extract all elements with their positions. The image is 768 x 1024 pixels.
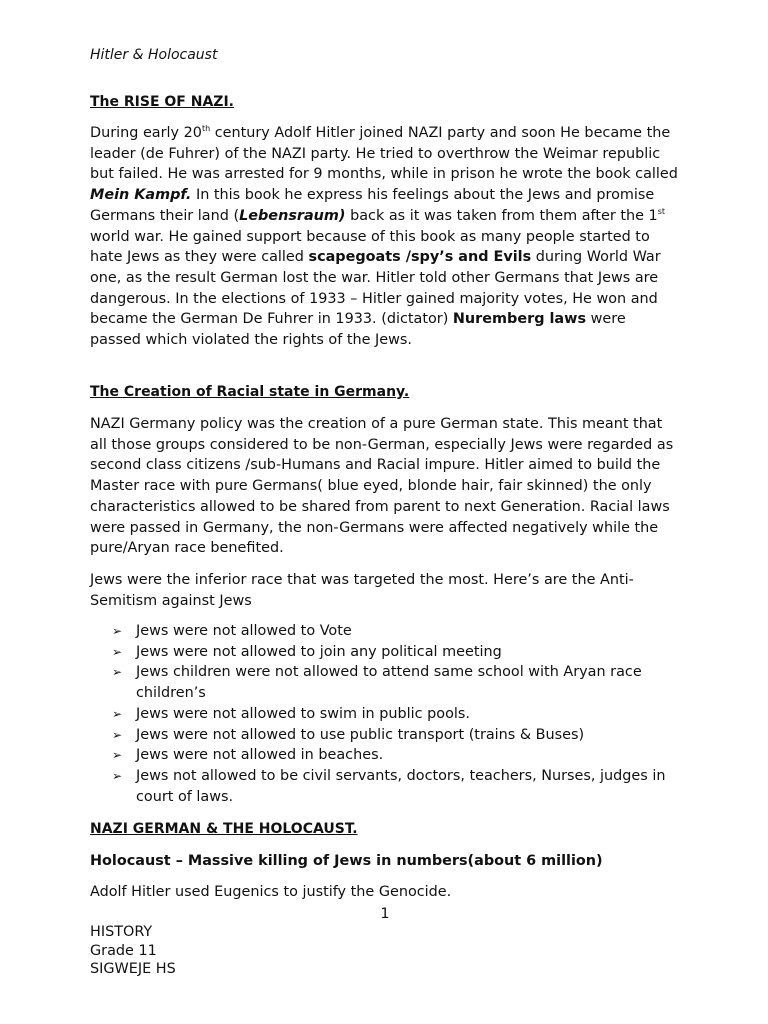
running-header: Hitler & Holocaust (90, 47, 218, 63)
arrow-bullet-icon: ➢ (112, 727, 123, 742)
paragraph-eugenics: Adolf Hitler used Eugenics to justify the Genocide. (90, 884, 452, 900)
arrow-bullet-icon: ➢ (112, 624, 123, 638)
anti-semitism-list (112, 621, 680, 807)
arrow-bullet-icon: ➢ (112, 644, 123, 659)
heading-holocaust: NAZI GERMAN & THE HOLOCAUST. (90, 821, 358, 837)
arrow-bullet-icon: ➢ (112, 768, 123, 783)
footer (90, 923, 176, 979)
list-item: ➢ Jews were not allowed in beaches. (112, 745, 680, 766)
book-title: Mein Kampf. (90, 187, 192, 204)
superscript-th: th (201, 124, 211, 134)
list-item: ➢ Jews were not allowed to Vote (112, 621, 680, 642)
arrow-bullet-icon: ➢ (112, 665, 123, 680)
footer-grade: Grade 11 (90, 942, 157, 959)
paragraph-racial-state: NAZI Germany policy was the creation of a pure German state. This meant that all those groups considered to be non-German, especially Jews were regarded as second class citizens /sub-Humans and Racial impure. Hitler aimed to build the Master race with pure Germans( blue eyed, blonde hair, fair skinned) the only characteristics allowed to be shared from parent to next Generation. Racial laws were passed in Germany, the non-Germans were affected negatively while the pure/Aryan race benefited. (90, 416, 674, 557)
arrow-bullet-icon: ➢ (112, 748, 123, 763)
list-item: ➢ Jews were not allowed to use public transport (trains & Buses) (112, 725, 680, 746)
paragraph-rise-of-nazi: During early 20th century Adolf Hitler joined NAZI party and soon He became the leader (de Fuhrer) of the NAZI party. He tried to overthrow the Weimar republic but failed. He was arrested for 9 months, while in prison he wrote the book called Mein Kampf. In this book he express his feelings about the Jews and promise Germans their land (Lebensraum) back as it was taken from them after the 1st world war. He gained support because of this book as many people started to hate Jews as they were called scapegoats /spy’s and Evils during World War one, as the result German lost the war. Hitler told other Germans that Jews are dangerous. In the elections of 1933 – Hitler gained majority votes, He won and became the German De Fuhrer in 1933. (dictator) Nuremberg laws were passed which violated the rights of the Jews. (90, 124, 678, 349)
footer-school: SIGWEJE HS (90, 961, 176, 978)
term-nuremberg-laws: Nuremberg laws (452, 311, 587, 328)
heading-racial-state: The Creation of Racial state in Germany. (90, 384, 410, 400)
list-item: ➢ Jews not allowed to be civil servants, doctors, teachers, Nurses, judges in court of laws. (112, 767, 666, 805)
list-item: ➢ Jews were not allowed to swim in public pools. (112, 704, 680, 725)
footer-subject: HISTORY (90, 924, 153, 940)
paragraph-anti-semitism-intro: Jews were the inferior race that was targeted the most. Here’s are the Anti-Semitism against Jews (90, 572, 634, 609)
list-item: ➢ Jews children were not allowed to attend same school with Aryan race children’s (112, 664, 642, 702)
subheading-holocaust: Holocaust – Massive killing of Jews in numbers(about 6 million) (90, 853, 603, 869)
arrow-bullet-icon: ➢ (112, 706, 123, 721)
page-number: 1 (380, 906, 390, 922)
heading-rise-of-nazi: The RISE OF NAZI. (90, 94, 234, 110)
term-scapegoats: scapegoats /spy’s and Evils (308, 249, 532, 266)
superscript-st: st (657, 207, 666, 217)
list-item: ➢ Jews were not allowed to join any political meeting (112, 642, 680, 663)
term-lebensraum: Lebensraum) (239, 207, 346, 224)
